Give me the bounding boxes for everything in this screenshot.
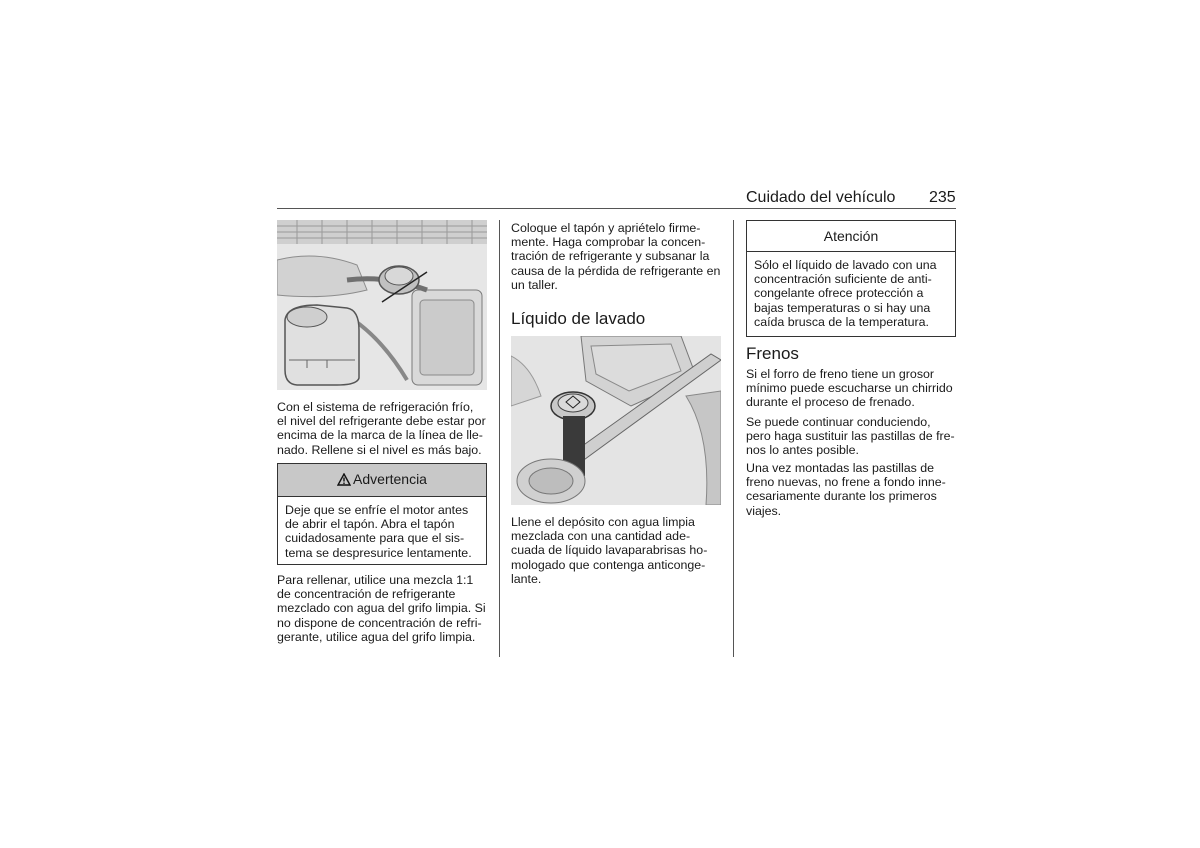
- coolant-reservoir-photo: [277, 220, 487, 390]
- coolant-intro-text: Con el sistema de refrigeración frío, el nivel del refrigerante debe estar por encima de la marca de la línea de lle- nado. Rellene si el nivel es más bajo.: [277, 400, 486, 457]
- brakes-heading: Frenos: [746, 344, 799, 363]
- coolant-reservoir-illustration: [277, 220, 487, 390]
- page-number: 235: [929, 189, 956, 206]
- warning-box-title: Advertencia: [353, 471, 427, 487]
- attention-box-header: Atención: [747, 221, 955, 252]
- warning-box-body: Deje que se enfríe el motor antes de abrir el tapón. Abra el tapón cuidadosamente para que el sis- tema se despresurice lentamente.: [285, 503, 472, 560]
- brakes-paragraph-1: Si el forro de freno tiene un grosor mínimo puede escucharse un chirrido durante el proceso de frenado.: [746, 367, 953, 410]
- brakes-paragraph-2: Se puede continuar conduciendo, pero haga sustituir las pastillas de fre- nos lo antes posible.: [746, 415, 955, 458]
- washer-fluid-heading: Líquido de lavado: [511, 309, 646, 328]
- warning-triangle-icon: [337, 466, 351, 496]
- washer-reservoir-photo: [511, 336, 721, 505]
- refill-instructions-text: Para rellenar, utilice una mezcla 1:1 de concentración de refrigerante mezclado con agua del grifo limpia. Si no dispone de concentración de refri- gerante, utilice agua del grifo limpia.: [277, 573, 486, 644]
- warning-box-header: [278, 464, 486, 497]
- header-rule: [277, 208, 956, 209]
- cap-instructions-text: Coloque el tapón y apriételo firme- mente. Haga comprobar la concen- tración de refrigerante y subsanar la causa de la pérdida de refrigerante en un taller.: [511, 221, 721, 292]
- brakes-paragraph-3: Una vez montadas las pastillas de freno nuevas, no frene a fondo inne- cesariamente durante los primeros viajes.: [746, 461, 946, 518]
- column-divider-right: [733, 220, 734, 657]
- washer-reservoir-illustration: [511, 336, 721, 505]
- column-divider-left: [499, 220, 500, 657]
- attention-box: [746, 220, 956, 337]
- warning-box: [277, 463, 487, 565]
- running-header-title: Cuidado del vehículo: [746, 189, 896, 206]
- washer-fill-text: Llene el depósito con agua limpia mezclada con una cantidad ade- cuada de líquido lavaparabrisas ho- mologado que contenga anticonge- lante.: [511, 515, 708, 586]
- attention-box-body: Sólo el líquido de lavado con una concentración suficiente de anti- congelante ofrece protección a bajas temperaturas o si hay una caída brusca de la temperatura.: [754, 258, 937, 329]
